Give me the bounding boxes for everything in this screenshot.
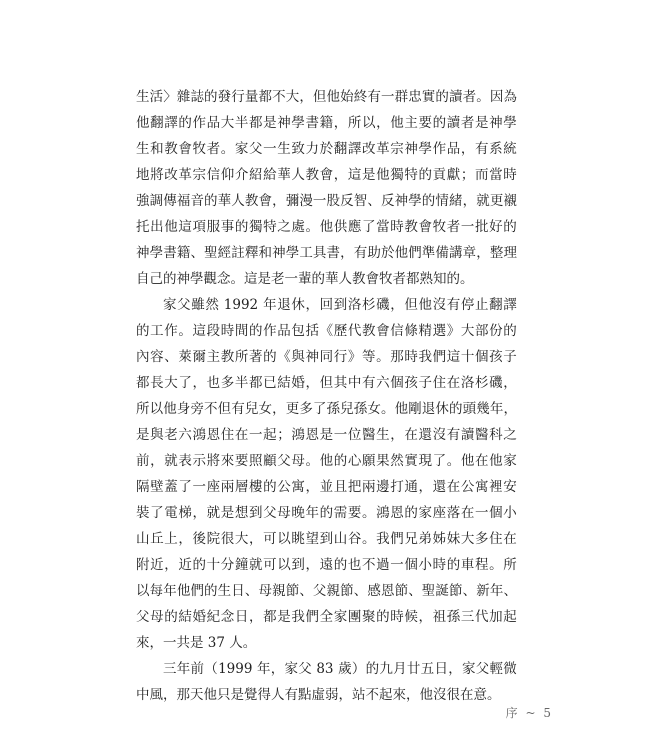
text-line: 隔 壁 蓋 了 一 座 兩 層 樓 的 公 寓 ， 並 且 把 兩 邊 打 通 ， 還 在 公 寓 裡 安 bbox=[136, 479, 517, 495]
text-line: 都 長 大 了 ， 也 多 半 都 已 結 婚 ， 但 其 中 有 六 個 孩 子 住 在 洛 杉 磯 ， bbox=[136, 375, 517, 391]
text-line: 山 丘 上 ， 後 院 很 大 ， 可 以 眺 望 到 山 谷 。 我 們 兄 弟 姊 妹 大 多 住 在 bbox=[136, 531, 517, 547]
text-line: 自 己 的 神 學 觀 念 。 這 是 老 一 輩 的 華 人 教 會 牧 者 都 熟 知 的 。 bbox=[136, 271, 474, 287]
text-line: 的 工 作 。 這 段 時 間 的 作 品 包 括 《 歷 代 教 會 信 條 精 選 》 大 部 份 的 bbox=[136, 323, 517, 339]
text-line: 附 近 ， 近 的 十 分 鐘 就 可 以 到 ， 遠 的 也 不 過 一 個 小 時 的 車 程 。 所 bbox=[136, 557, 517, 573]
text-line: 前 ， 就 表 示 將 來 要 照 顧 父 母 。 他 的 心 願 果 然 實 現 了 。 他 在 他 家 bbox=[136, 453, 517, 469]
text-line: 生 活 〉 雜 誌 的 發 行 量 都 不 大 ， 但 他 始 終 有 一 群 忠 實 的 讀 者 。 因 為 bbox=[136, 89, 517, 105]
text-line: 生 和 教 會 牧 者 。 家 父 一 生 致 力 於 翻 譯 改 革 宗 神 學 作 品 ， 有 系 統 bbox=[136, 141, 517, 157]
text-line: 神 學 書 籍 、 聖 經 註 釋 和 神 學 工 具 書 ， 有 助 於 他 們 準 備 講 章 ， 整 理 bbox=[136, 245, 517, 261]
text-line: 來 ， 一 共 是 37 人 。 bbox=[136, 635, 257, 651]
text-line: 是 與 老 六 鴻 恩 住 在 一 起 ； 鴻 恩 是 一 位 醫 生 ， 在 還 沒 有 讀 醫 科 之 bbox=[136, 427, 517, 443]
text-line: 托 出 他 這 項 服 事 的 獨 特 之 處 。 他 供 應 了 當 時 教 會 牧 者 一 批 好 的 bbox=[136, 219, 517, 235]
text-line: 裝 了 電 梯 ， 就 是 想 到 父 母 晚 年 的 需 要 。 鴻 恩 的 家 座 落 在 一 個 小 bbox=[136, 505, 517, 521]
text-line: 三 年 前 （ 1999 年 ， 家 父 83 歲 ） 的 九 月 廿 五 日 ， 家 父 輕 微 bbox=[163, 661, 517, 677]
text-line: 中 風 ， 那 天 他 只 是 覺 得 人 有 點 虛 弱 ， 站 不 起 來 ， 他 沒 很 在 意 。 bbox=[136, 687, 501, 703]
text-line: 父 母 的 結 婚 紀 念 日 ， 都 是 我 們 全 家 團 聚 的 時 候 ， 祖 孫 三 代 加 起 bbox=[136, 609, 517, 625]
text-line: 家 父 雖 然 1992 年 退 休 ， 回 到 洛 杉 磯 ， 但 他 沒 有 停 止 翻 譯 bbox=[163, 297, 517, 313]
text-line: 地 將 改 革 宗 信 仰 介 紹 給 華 人 教 會 ， 這 是 他 獨 特 的 貢 獻 ； 而 當 時 bbox=[136, 167, 517, 183]
page-text bbox=[136, 84, 517, 708]
text-line: 他 翻 譯 的 作 品 大 半 都 是 神 學 書 籍 ， 所 以 ， 他 主 要 的 讀 者 是 神 學 bbox=[136, 115, 517, 131]
text-line: 內 容 、 萊 爾 主 教 所 著 的 《 與 神 同 行 》 等 。 那 時 我 們 這 十 個 孩 子 bbox=[136, 349, 517, 365]
text-line: 所 以 他 身 旁 不 但 有 兒 女 ， 更 多 了 孫 兒 孫 女 。 他 剛 退 休 的 頭 幾 年 ， bbox=[136, 401, 517, 417]
text-line: 強 調 傳 福 音 的 華 人 教 會 ， 彌 漫 一 股 反 智 、 反 神 學 的 情 緒 ， 就 更 襯 bbox=[136, 193, 517, 209]
text-line: 以 每 年 他 們 的 生 日 、 母 親 節 、 父 親 節 、 感 恩 節 、 聖 誕 節 、 新 年 、 bbox=[136, 583, 517, 599]
page-number-footer: 序 ~ 5 bbox=[505, 706, 553, 720]
